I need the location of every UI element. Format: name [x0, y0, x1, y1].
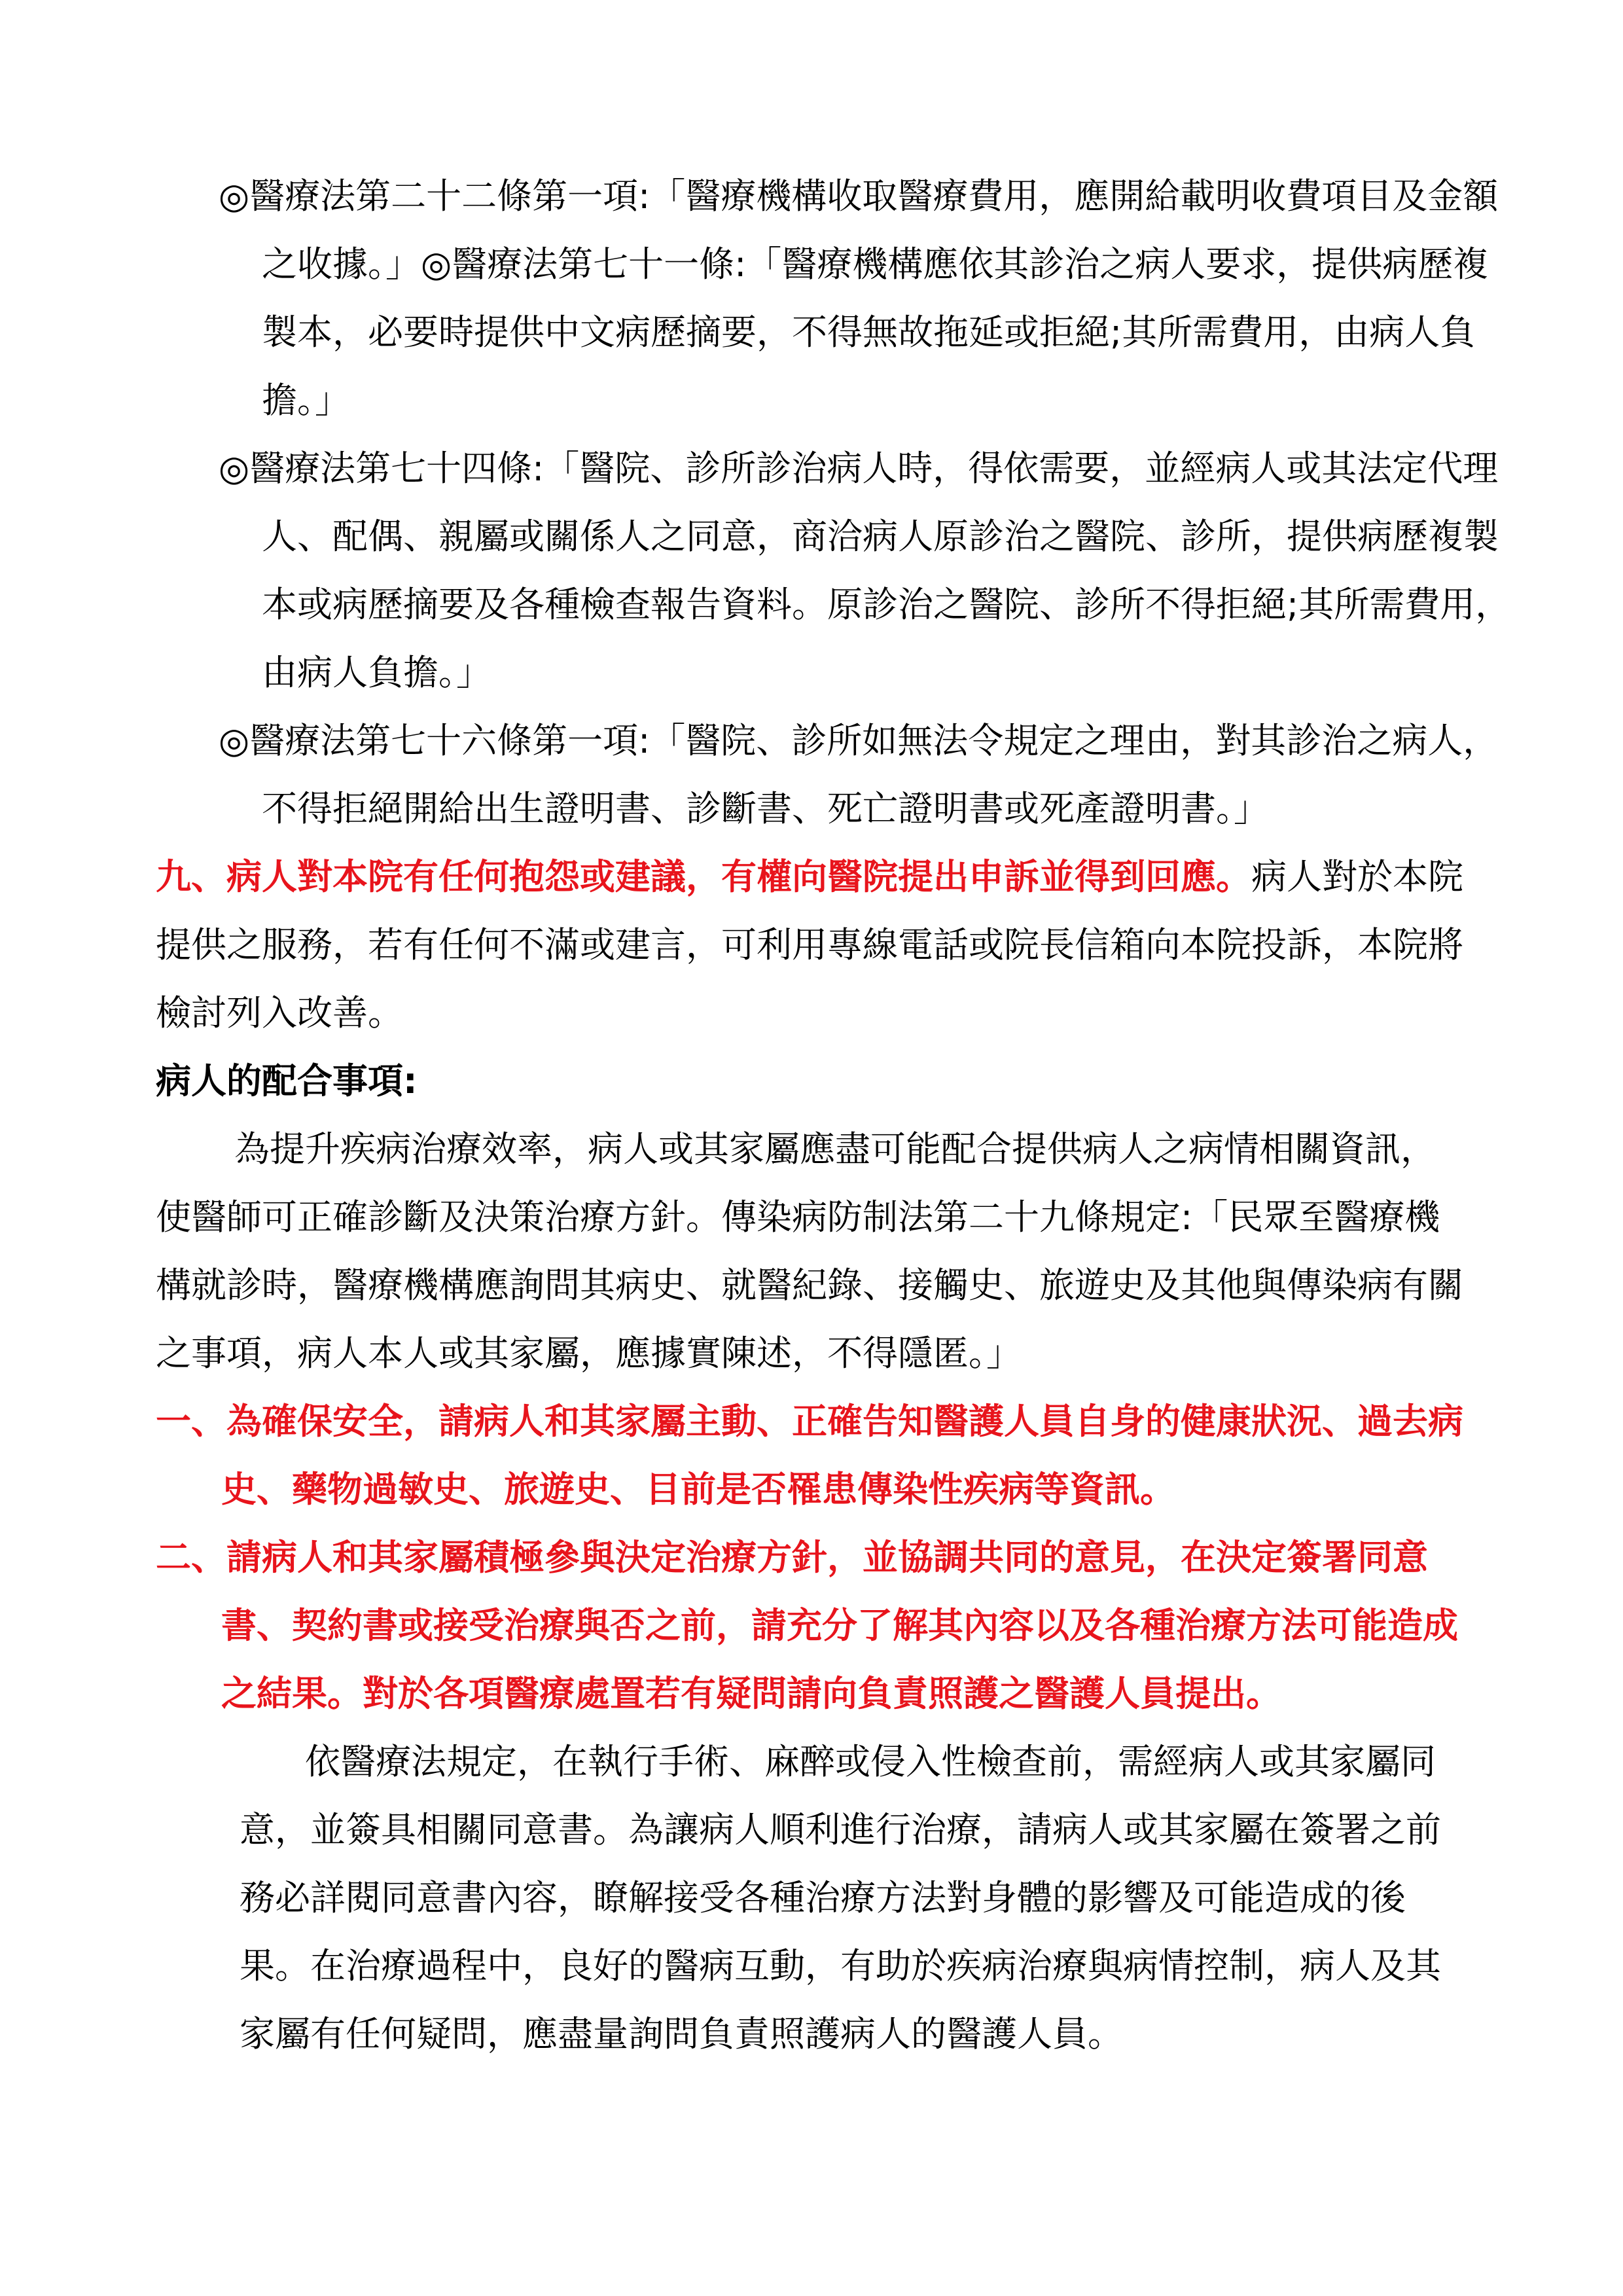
section-heading-patient-cooperation: 病人的配合事項: [156, 1060, 418, 1102]
item-nine-body: 病人對於本院提供之服務，若有任何不滿或建言，可利用專線電話或院長信箱向本院投訴，本院將檢討列入改善。 [156, 856, 1463, 1033]
closing-paragraph: 依醫療法規定，在執行手術、麻醉或侵入性檢查前，需經病人或其家屬同意，並簽具相關同意書。為讓病人順利進行治療，請病人或其家屬在簽署之前務必詳閱同意書內容，瞭解接受各種治療方法對身體的影響及可能造成的後果。在治療過程中，良好的醫病互動，有助於疾病治療與病情控制，病人及其家屬有任何疑問，應盡量詢問負責照護病人的醫護人員。 [240, 1741, 1441, 2054]
citation-medical-act-76: ◎醫療法第七十六條第一項:「醫院、診所如無法令規定之理由，對其診治之病人，不得拒絕開給出生證明書、診斷書、死亡證明書或死產證明書。」 [219, 720, 1499, 829]
citation-medical-act-22-71: ◎醫療法第二十二條第一項:「醫療機構收取醫療費用，應開給載明收費項目及金額之收據。」◎醫療法第七十一條:「醫療機構應依其診治之病人要求，提供病歷複製本，必要時提供中文病歷摘要，不得無故拖延或拒絕;其所需費用，由病人負擔。」 [219, 175, 1499, 421]
citation-medical-act-74: ◎醫療法第七十四條:「醫院、診所診治病人時，得依需要，並經病人或其法定代理人、配偶、親屬或關係人之同意，商洽病人原診治之醫院、診所，提供病歷複製本或病歷摘要及各種檢查報告資料。原診治之醫院、診所不得拒絕;其所需費用，由病人負擔。」 [219, 448, 1511, 693]
item-one-red: 一、為確保安全，請病人和其家屬主動、正確告知醫護人員自身的健康狀況、過去病史、藥物過敏史、旅遊史、目前是否罹患傳染性疾病等資訊。 [156, 1401, 1463, 1510]
intro-paragraph: 為提升疾病治療效率，病人或其家屬應盡可能配合提供病人之病情相關資訊，使醫師可正確診斷及決策治療方針。傳染病防制法第二十九條規定:「民眾至醫療機構就診時，醫療機構應詢問其病史、就醫紀錄、接觸史、旅遊史及其他與傳染病有關之事項，病人本人或其家屬，應據實陳述，不得隱匿。」 [156, 1128, 1463, 1374]
item-nine-red-statement: 九、病人對本院有任何抱怨或建議，有權向醫院提出申訴並得到回應。 [156, 856, 1251, 897]
item-nine-paragraph [156, 843, 1469, 1047]
item-two-red: 二、請病人和其家屬積極參與決定治療方針，並協調共同的意見，在決定簽署同意書、契約書或接受治療與否之前，請充分了解其內容以及各種治療方法可能造成之結果。對於各項醫療處置若有疑問請向負責照護之醫護人員提出。 [156, 1537, 1458, 1714]
